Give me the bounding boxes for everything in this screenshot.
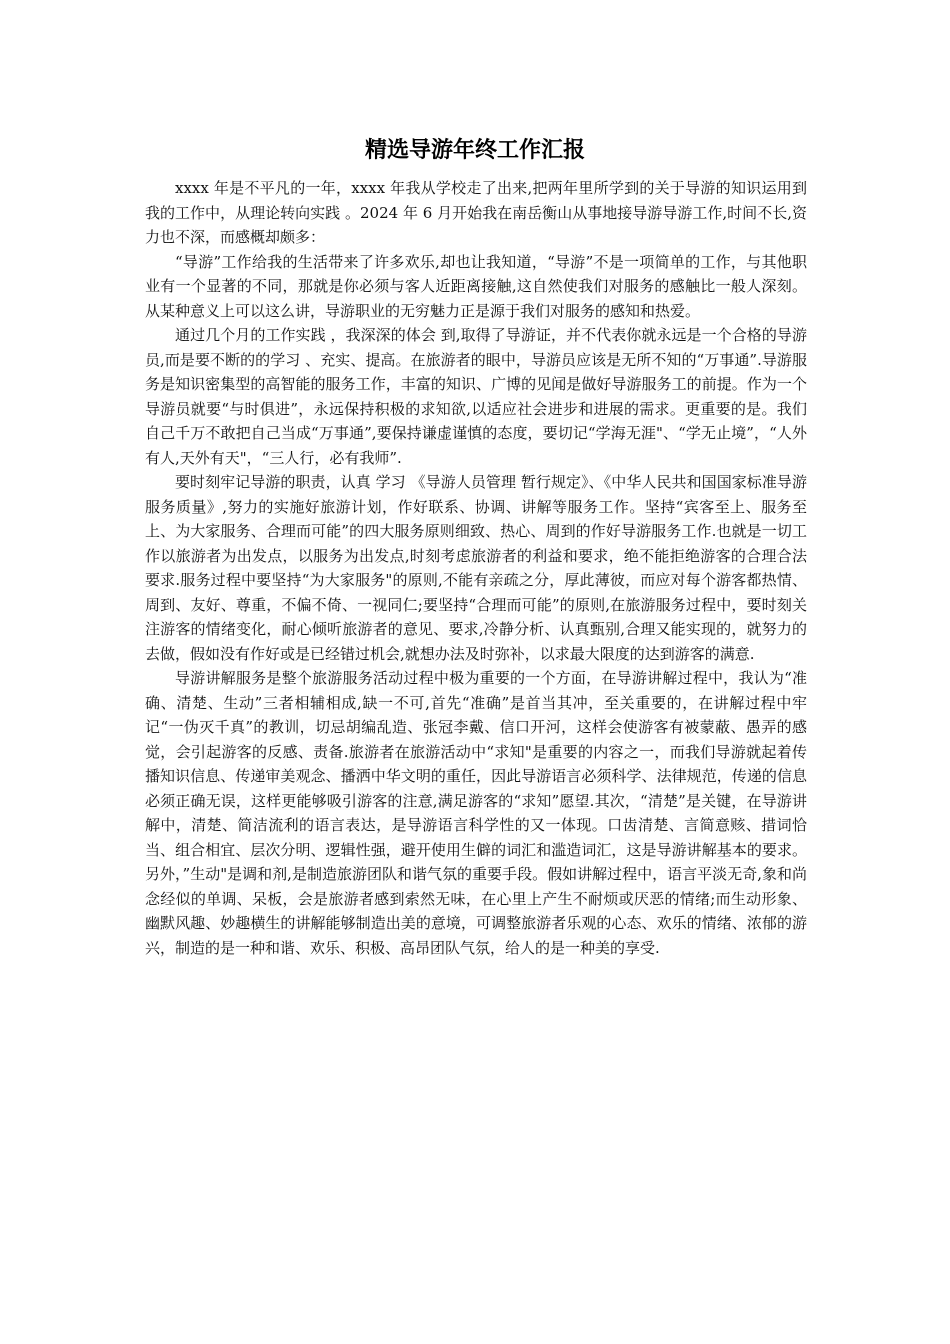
paragraph-5: 导游讲解服务是整个旅游服务活动过程中极为重要的一个方面，在导游讲解过程中，我认为“准确、清楚、生动”三者相辅相成,缺一不可,首先“准确”是首当其冲，至关重要的，在讲解过程中牢记“一伪灭千真”的教训，切忌胡编乱造、张冠李戴、信口开河，这样会使游客有被蒙蔽、愚弄的感觉，会引起游客的反感、责备.旅游者在旅游活动中“求知"是重要的内容之一，而我们导游就起着传播知识信息、传递审美观念、播洒中华文明的重任，因此导游语言必须科学、法律规范，传递的信息必须正确无误，这样更能够吸引游客的注意,满足游客的“求知”愿望.其次，“清楚”是关键，在导游讲解中，清楚、简洁流利的语言表达，是导游语言科学性的又一体现。口齿清楚、言简意赅、措词恰当、组合相宜、层次分明、逻辑性强，避开使用生僻的词汇和滥造词汇，这是导游讲解基本的要求。另外，”生动"是调和剂,是制造旅游团队和谐气氛的重要手段。假如讲解过程中，语言平淡无奇,象和尚念经似的单调、呆板，会是旅游者感到索然无味，在心里上产生不耐烦或厌恶的情绪;而生动形象、幽默风趣、妙趣横生的讲解能够制造出美的意境，可调整旅游者乐观的心态、欢乐的情绪、浓郁的游兴，制造的是一种和谐、欢乐、积极、高昂团队气氛，给人的是一种美的享受. — [145, 669, 807, 957]
paragraph-2: “导游”工作给我的生活带来了许多欢乐,却也让我知道，“导游”不是一项简单的工作，与其他职业有一个显著的不同，那就是你必须与客人近距离接触,这自然使我们对服务的感触比一般人深刻。从某种意义上可以这么讲，导游职业的无穷魅力正是源于我们对服务的感知和热爱。 — [145, 252, 807, 320]
paragraph-4: 要时刻牢记导游的职责，认真 学习 《导游人员管理 暂行规定》、《中华人民共和国国家标准导游服务质量》,努力的实施好旅游计划，作好联系、协调、讲解等服务工作。坚持“宾客至上、服务至上、为大家服务、合理而可能”的四大服务原则细致、热心、周到的作好导游服务工作.也就是一切工作以旅游者为出发点，以服务为出发点,时刻考虑旅游者的利益和要求，绝不能拒绝游客的合理合法要求.服务过程中要坚持“为大家服务"的原则,不能有亲疏之分，厚此薄彼，而应对每个游客都热情、周到、友好、尊重，不偏不倚、一视同仁;要坚持“合理而可能”的原则,在旅游服务过程中，要时刻关注游客的情绪变化，耐心倾听旅游者的意见、要求,冷静分析、认真甄别,合理又能实现的，就努力的去做，假如没有作好或是已经错过机会,就想办法及时弥补，以求最大限度的达到游客的满意. — [145, 473, 807, 663]
document-title: 精选导游年终工作汇报 — [364, 138, 585, 163]
document-body — [145, 176, 807, 960]
paragraph-3: 通过几个月的工作实践 ，我深深的体会 到,取得了导游证，并不代表你就永远是一个合格的导游员,而是要不断的的学习 、充实、提高。在旅游者的眼中，导游员应该是无所不知的“万事通”.导游服务是知识密集型的高智能的服务工作，丰富的知识、广博的见闻是做好导游服务工的前提。作为一个导游员就要“与时俱进”，永远保持积极的求知欲,以适应社会进步和进展的需求。更重要的是。我们自己千万不敢把自己当成“万事通”,要保持谦虚谨慎的态度，要切记“学海无涯"、“学无止境”，“人外有人,天外有天"，“三人行，必有我师”. — [145, 326, 807, 467]
paragraph-1: xxxx 年是不平凡的一年，xxxx 年我从学校走了出来,把两年里所学到的关于导游的知识运用到我的工作中，从理论转向实践 。2024 年 6 月开始我在南岳衡山从事地接导游导游工作,时间不长,资力也不深，而感概却颇多： — [145, 179, 807, 246]
